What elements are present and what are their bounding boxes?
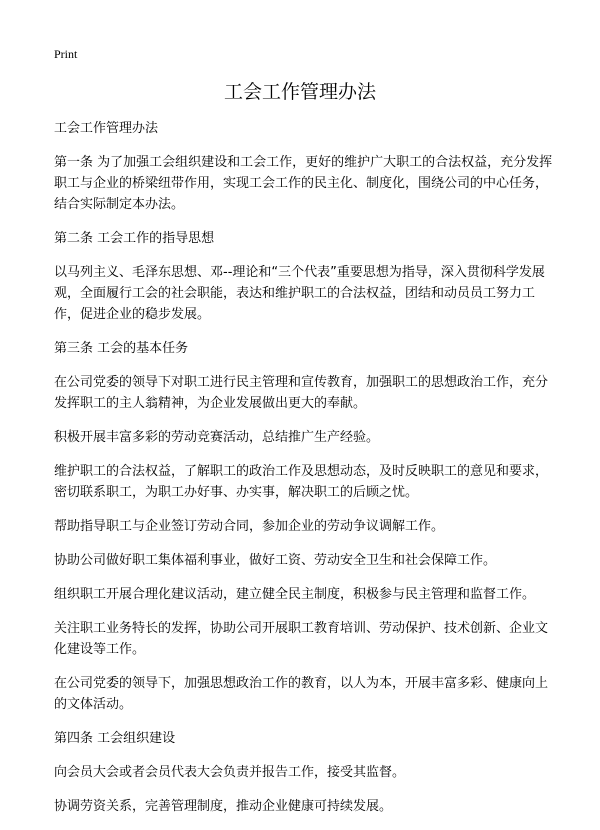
article-2-text: 以马列主义、毛泽东思想、邓--理论和“三个代表”重要思想为指导，深入贯彻科学发展观，全面履行工会的社会职能，表达和维护职工的合法权益，团结和动员员工努力工作，促进企业的稳步发展。 xyxy=(54,265,545,322)
article-3-item: 协助公司做好职工集体福利事业，做好工资、劳动安全卫生和社会保障工作。 xyxy=(54,553,497,568)
article-4-item: 协调劳资关系，完善管理制度，推动企业健康可持续发展。 xyxy=(54,799,393,814)
article-3-item: 关注职工业务特长的发挥，协助公司开展职工教育培训、劳动保护、技术创新、企业文化建设等工作。 xyxy=(54,621,549,657)
article-3-item: 在公司党委的领导下，加强思想政治工作的教育，以人为本，开展丰富多彩、健康向上的文体活动。 xyxy=(54,676,549,712)
article-3-heading: 第三条 工会的基本任务 xyxy=(54,341,189,356)
article-3-item: 积极开展丰富多彩的劳动竞赛活动，总结推广生产经验。 xyxy=(54,430,380,445)
article-4-item: 向会员大会或者会员代表大会负责并报告工作，接受其监督。 xyxy=(54,765,406,780)
article-3-item: 维护职工的合法权益，了解职工的政治工作及思想动态，及时反映职工的意见和要求，密切联系职工，为职工办好事、办实事，解决职工的后顾之忧。 xyxy=(54,464,549,500)
section-heading: 工会工作管理办法 xyxy=(54,121,159,136)
document-body xyxy=(54,118,554,830)
article-3-item: 帮助指导职工与企业签订劳动合同，参加企业的劳动争议调解工作。 xyxy=(54,519,445,534)
article-2-heading: 第二条 工会工作的指导思想 xyxy=(54,231,215,246)
document-title: 工会工作管理办法 xyxy=(223,81,376,103)
article-4-heading: 第四条 工会组织建设 xyxy=(54,731,176,746)
article-1-text: 第一条 为了加强工会组织建设和工会工作，更好的维护广大职工的合法权益，充分发挥职工与企业的桥梁纽带作用，实现工会工作的民主化、制度化，围绕公司的中心任务，结合实际制定本办法。 xyxy=(54,155,553,212)
article-3-item: 在公司党委的领导下对职工进行民主管理和宣传教育，加强职工的思想政治工作，充分发挥职工的主人翁精神，为企业发展做出更大的奉献。 xyxy=(54,375,549,411)
article-3-item: 组织职工开展合理化建议活动，建立健全民主制度，积极参与民主管理和监督工作。 xyxy=(54,587,536,602)
print-link[interactable]: Print xyxy=(54,47,78,61)
